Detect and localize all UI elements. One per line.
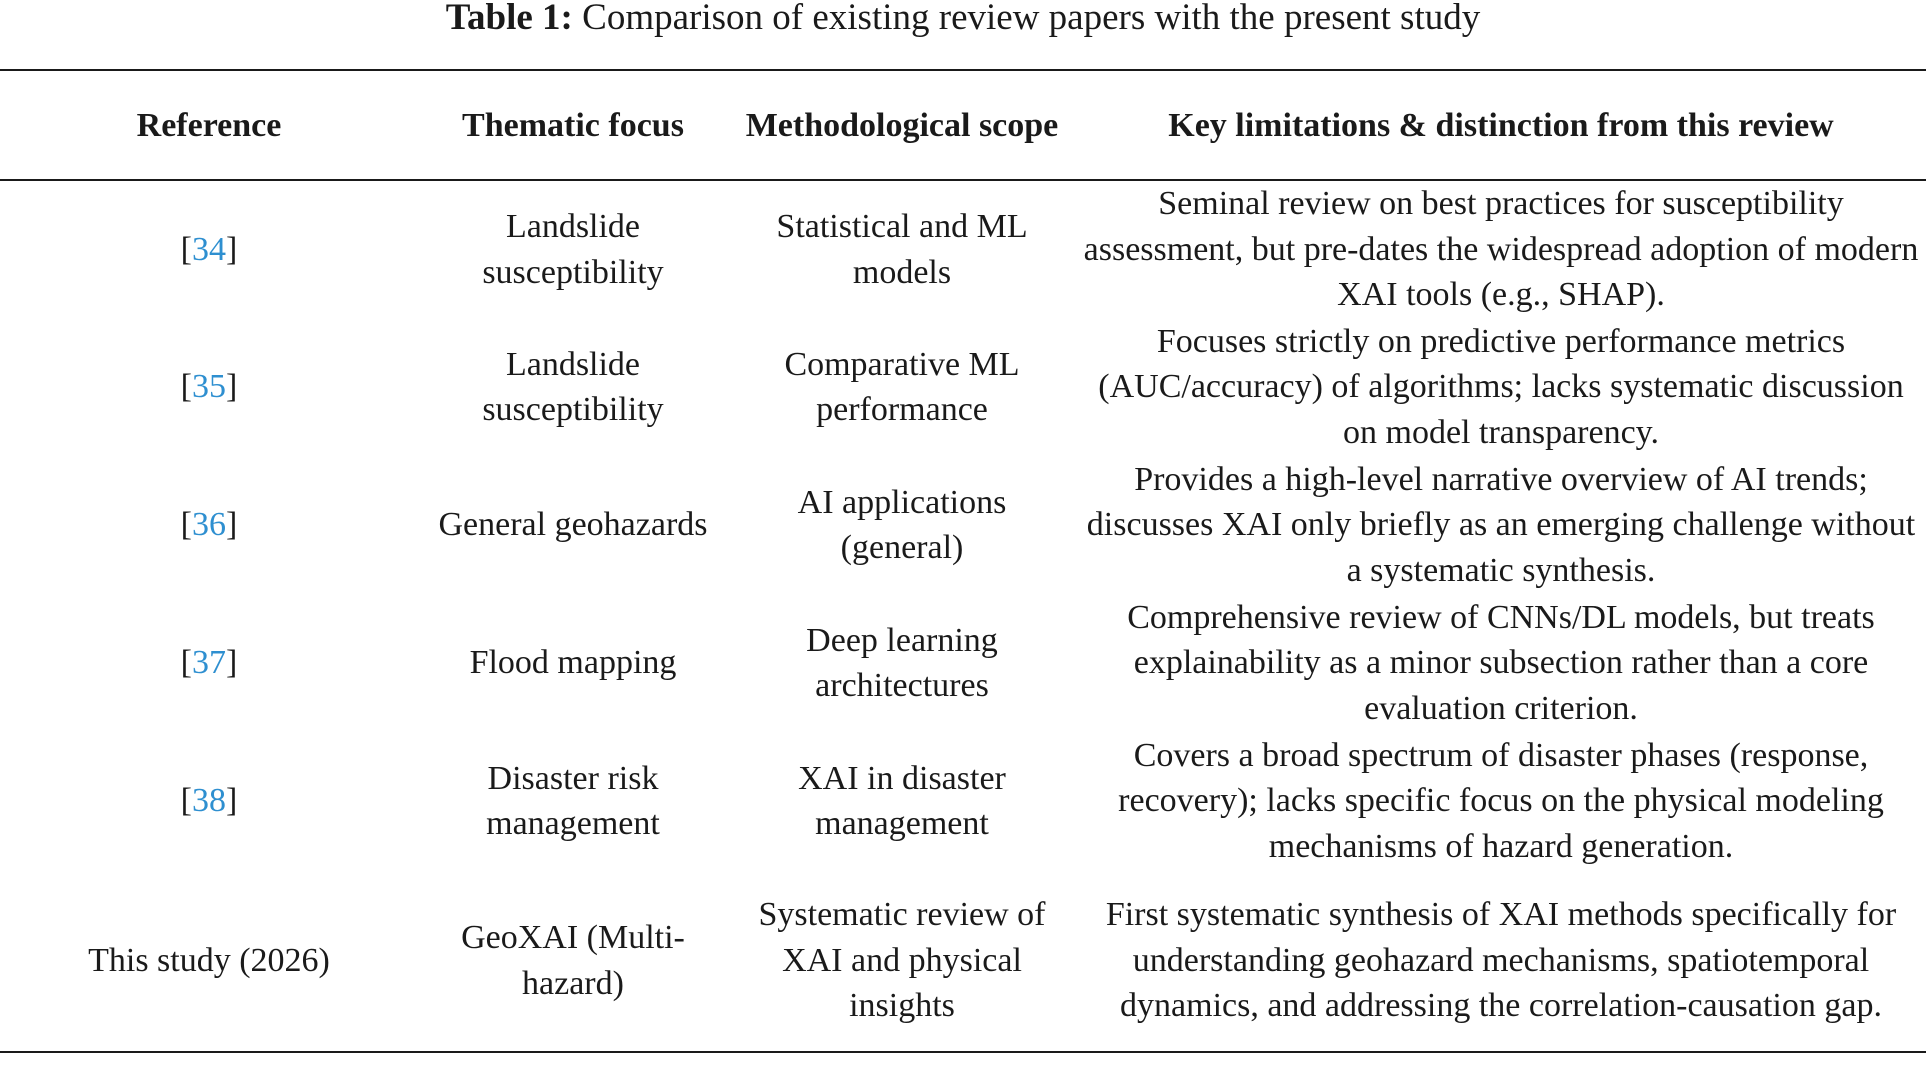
citation-link[interactable]: 36	[192, 506, 226, 544]
cell-thematic-focus: Landslide susceptibility	[482, 345, 664, 428]
cell-reference: [34]	[180, 230, 238, 268]
cell-thematic-focus: Landslide susceptibility	[482, 208, 664, 291]
cell-limitations: Seminal review on best practices for susceptibility assessment, but pre-dates the widespread adoption of modern XAI tools (e.g., SHAP).	[1083, 185, 1919, 314]
cell-limitations: Comprehensive review of CNNs/DL models, but treats explainability as a minor subsection rather than a core evaluation criterion.	[1127, 598, 1875, 727]
cell-reference: This study (2026)	[0, 870, 418, 1052]
header-thematic-focus: Thematic focus	[418, 70, 728, 180]
header-reference: Reference	[0, 70, 418, 180]
table-caption-label: Table 1:	[445, 0, 573, 38]
cell-limitations: Covers a broad spectrum of disaster phases (response, recovery); lacks specific focus on the physical modeling mechanisms of hazard generation.	[1118, 736, 1884, 865]
cell-reference: [36]	[180, 506, 238, 544]
cell-thematic-focus: Flood mapping	[469, 644, 677, 682]
cell-methodological-scope: AI applications (general)	[797, 483, 1007, 566]
table-row	[0, 180, 1926, 318]
cell-limitations: Focuses strictly on predictive performance metrics (AUC/accuracy) of algorithms; lacks systematic discussion on model transparency.	[1098, 322, 1904, 451]
table-caption-text: Comparison of existing review papers with the present study	[572, 0, 1481, 38]
cell-thematic-focus: Disaster risk management	[486, 759, 660, 842]
cell-reference: [38]	[180, 782, 238, 820]
table-row	[0, 594, 1926, 732]
cell-reference: [35]	[180, 368, 238, 406]
cell-methodological-scope: Statistical and ML models	[776, 208, 1028, 291]
table-row	[0, 318, 1926, 456]
citation-link[interactable]: 38	[192, 782, 226, 820]
cell-thematic-focus: GeoXAI (Multi-hazard)	[418, 870, 728, 1052]
table-caption	[0, 0, 1926, 38]
header-key-limitations: Key limitations & distinction from this review	[1076, 70, 1926, 180]
table-header-row	[0, 70, 1926, 180]
table-row	[0, 870, 1926, 1052]
cell-reference: [37]	[180, 644, 238, 682]
table-row	[0, 456, 1926, 594]
citation-link[interactable]: 35	[192, 368, 226, 406]
cell-methodological-scope: Comparative ML performance	[784, 345, 1020, 428]
citation-link[interactable]: 37	[192, 644, 226, 682]
review-comparison-table	[0, 69, 1926, 1053]
cell-limitations: Provides a high-level narrative overview of AI trends; discusses XAI only briefly as an emerging challenge without a systematic synthesis.	[1086, 460, 1916, 589]
citation-link[interactable]: 34	[192, 230, 226, 268]
cell-methodological-scope: XAI in disaster management	[798, 759, 1006, 842]
cell-thematic-focus: General geohazards	[438, 506, 708, 544]
cell-methodological-scope: Deep learning architectures	[806, 621, 998, 704]
cell-limitations: First systematic synthesis of XAI methods specifically for understanding geohazard mechanisms, spatiotemporal dynamics, and addressing the correlation-causation gap.	[1076, 870, 1926, 1052]
header-methodological-scope: Methodological scope	[728, 70, 1076, 180]
cell-methodological-scope: Systematic review of XAI and physical insights	[728, 870, 1076, 1052]
table-row	[0, 732, 1926, 870]
